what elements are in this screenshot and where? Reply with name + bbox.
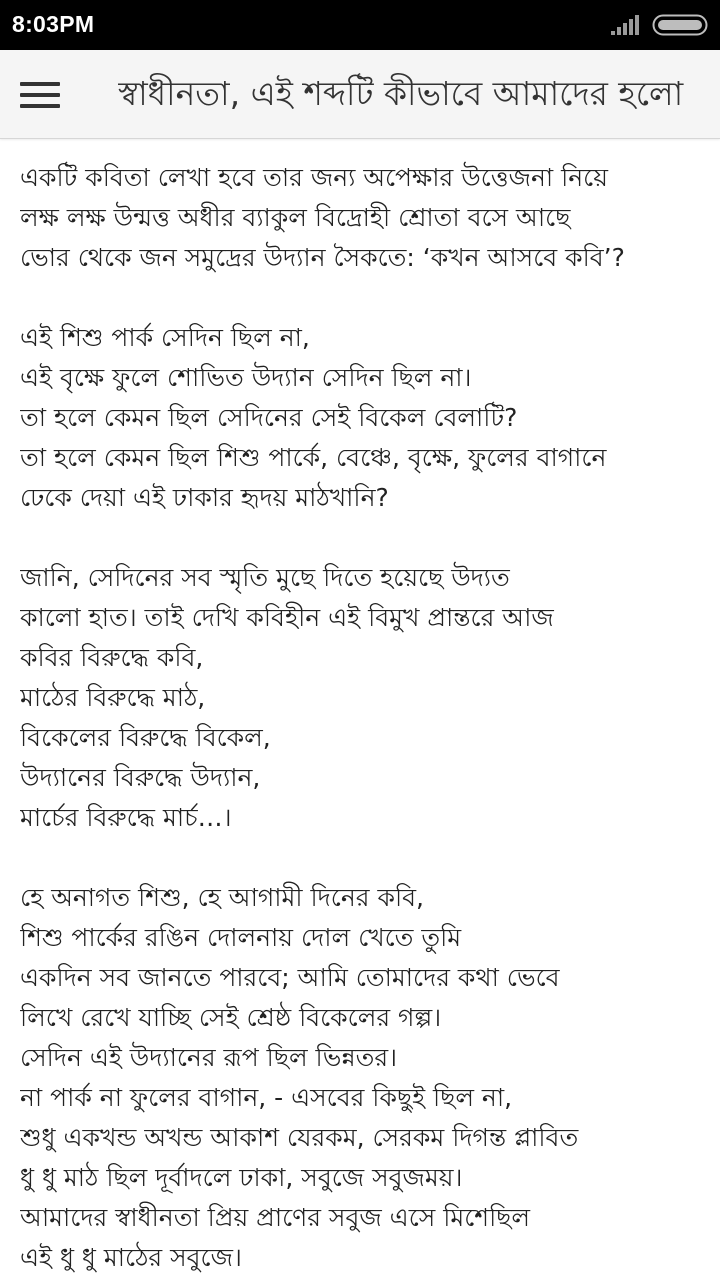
poem-line: উদ্যানের বিরুদ্ধে উদ্যান, xyxy=(20,763,261,792)
poem-stanza-2 xyxy=(20,318,710,518)
poem-line: না পার্ক না ফুলের বাগান, - এসবের কিছুই ছিল না, xyxy=(20,1083,513,1112)
poem-line: লিখে রেখে যাচ্ছি সেই শ্রেষ্ঠ বিকেলের গল্প। xyxy=(20,1003,442,1032)
poem-line: শুধু একখন্ড অখন্ড আকাশ যেরকম, সেরকম দিগন্ত প্লাবিত xyxy=(20,1123,579,1152)
poem-line: এই ধু ধু মাঠের সবুজে। xyxy=(20,1243,242,1272)
poem-stanza-1 xyxy=(20,158,710,278)
poem-line: তা হলে কেমন ছিল শিশু পার্কে, বেঞ্চে, বৃক্ষে, ফুলের বাগানে xyxy=(20,443,607,472)
status-bar xyxy=(0,0,720,50)
poem-line: ঢেকে দেয়া এই ঢাকার হৃদয় মাঠখানি? xyxy=(20,483,389,512)
poem-line: বিকেলের বিরুদ্ধে বিকেল, xyxy=(20,723,271,752)
status-time: 8:03PM xyxy=(12,11,95,37)
poem-line: তা হলে কেমন ছিল সেদিনের সেই বিকেল বেলাটি? xyxy=(20,403,518,432)
poem-line: মার্চের বিরুদ্ধে মার্চ…। xyxy=(20,803,232,832)
poem-line: ভোর থেকে জন সমুদ্রের উদ্যান সৈকতে: ‘কখন আসবে কবি’? xyxy=(20,243,625,272)
battery-icon xyxy=(652,14,708,36)
poem-line: সেদিন এই উদ্যানের রূপ ছিল ভিন্নতর। xyxy=(20,1043,398,1072)
hamburger-menu-icon[interactable] xyxy=(12,70,66,118)
poem-line: ধু ধু মাঠ ছিল দূর্বাদলে ঢাকা, সবুজে সবুজময়। xyxy=(20,1163,463,1192)
poem-line: মাঠের বিরুদ্ধে মাঠ, xyxy=(20,683,206,712)
poem-stanza-3 xyxy=(20,558,710,838)
poem-line: একদিন সব জানতে পারবে; আমি তোমাদের কথা ভেবে xyxy=(20,963,560,992)
app-bar xyxy=(0,50,720,139)
poem-line: এই বৃক্ষে ফুলে শোভিত উদ্যান সেদিন ছিল না। xyxy=(20,363,472,392)
poem-line: কবির বিরুদ্ধে কবি, xyxy=(20,643,204,672)
poem-line: শিশু পার্কের রঙিন দোলনায় দোল খেতে তুমি xyxy=(20,923,462,952)
poem-line: আমাদের স্বাধীনতা প্রিয় প্রাণের সবুজ এসে মিশেছিল xyxy=(20,1203,531,1232)
poem-line: জানি, সেদিনের সব স্মৃতি মুছে দিতে হয়েছে উদ্যত xyxy=(20,563,510,592)
poem-line: হে অনাগত শিশু, হে আগামী দিনের কবি, xyxy=(20,883,424,912)
poem-stanza-4 xyxy=(20,878,710,1278)
poem-line: একটি কবিতা লেখা হবে তার জন্য অপেক্ষার উত্তেজনা নিয়ে xyxy=(20,163,608,192)
signal-icon xyxy=(610,14,642,36)
poem-line: কালো হাত। তাই দেখি কবিহীন এই বিমুখ প্রান্তরে আজ xyxy=(20,603,554,632)
poem-content xyxy=(20,158,710,1280)
poem-line: এই শিশু পার্ক সেদিন ছিল না, xyxy=(20,323,310,352)
page-title: স্বাধীনতা, এই শব্দটি কীভাবে আমাদের হলো xyxy=(118,74,684,113)
poem-line: লক্ষ লক্ষ উন্মত্ত অধীর ব্যাকুল বিদ্রোহী শ্রোতা বসে আছে xyxy=(20,203,571,232)
